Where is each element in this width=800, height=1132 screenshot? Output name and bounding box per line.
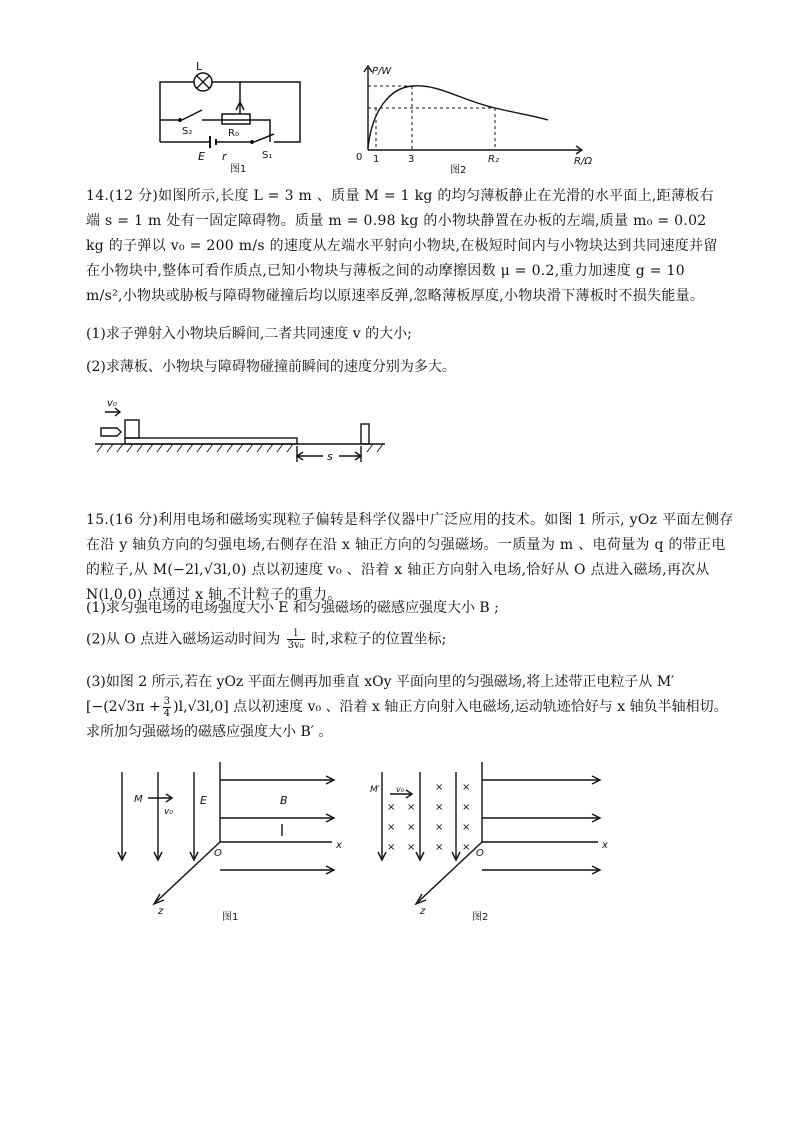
- problem-15-question-3: [86, 670, 736, 745]
- q3-fraction-numerator: 3: [163, 695, 171, 707]
- fig1-caption: 图1: [222, 912, 239, 923]
- q3-line-1: (3)如图 2 所示,若在 yOz 平面左侧再加垂直 xOy 平面向里的匀强磁场,将上述带正电粒子从 M′: [86, 674, 675, 690]
- cross-mark: ×: [435, 842, 444, 853]
- tick-r2-label: R₂: [488, 154, 499, 165]
- tick-1-label: 1: [373, 154, 380, 165]
- cross-mark: ×: [407, 822, 416, 833]
- emf-label: E: [198, 150, 205, 163]
- fig2-z-axis-label: z: [420, 906, 426, 917]
- fig1-z-axis-label: z: [158, 906, 164, 917]
- cross-mark: ×: [387, 802, 396, 813]
- field-figure-1: [110, 752, 350, 927]
- cross-mark: ×: [462, 842, 471, 853]
- q3-rest: 点以初速度 v₀ 、沿着 x 轴正方向射入电磁场,运动轨迹恰好与 x 轴负半轴相切。求所加匀强磁场的磁感应强度大小 B′ 。: [86, 699, 728, 740]
- y-axis-label: P/W: [372, 66, 392, 77]
- fig2-origin-label: O: [476, 848, 484, 859]
- plank-obstacle-figure: [95, 392, 395, 472]
- cross-mark: ×: [462, 802, 471, 813]
- cross-mark: ×: [407, 802, 416, 813]
- cross-mark: ×: [435, 802, 444, 813]
- cross-mark: ×: [387, 822, 396, 833]
- q2-fraction-denominator: 3v₀: [287, 640, 304, 651]
- q3-coordinate-after: )l,√3l,0]: [173, 699, 229, 715]
- rheostat-label: R₀: [228, 128, 239, 139]
- fig1-v0-label: v₀: [164, 807, 173, 817]
- tick-3-label: 3: [408, 154, 415, 165]
- fig1-point-m-label: M: [134, 794, 143, 805]
- problem-14-question-2: (2)求薄板、小物块与障碍物碰撞前瞬间的速度分别为多大。: [86, 359, 456, 375]
- q2-text-before: (2)从 O 点进入磁场运动时间为: [86, 631, 281, 648]
- switch1-label: S₁: [262, 150, 273, 161]
- q3-coordinate-before: [−(2√3π +: [86, 699, 161, 715]
- problem-15-question-2: [86, 628, 446, 651]
- cross-mark: ×: [435, 782, 444, 793]
- fig1-origin-label: O: [214, 848, 222, 859]
- power-resistance-graph: [350, 60, 610, 175]
- origin-label: 0: [356, 152, 363, 163]
- problem-14-question-1: (1)求子弹射入小物块后瞬间,二者共同速度 v 的大小;: [86, 326, 412, 342]
- graph-caption: 图2: [450, 165, 467, 176]
- fig1-x-axis-label: x: [336, 840, 342, 851]
- problem-15-question-1: (1)求匀强电场的电场强度大小 E 和匀强磁场的磁感应强度大小 B ;: [86, 600, 499, 616]
- distance-s-label: s: [327, 450, 333, 463]
- bullet-velocity-label: v₀: [107, 398, 117, 409]
- lamp-label: L: [196, 60, 203, 73]
- problem-15-text: 15.(16 分)利用电场和磁场实现粒子偏转是科学仪器中广泛应用的技术。如图 1 所示, yOz 平面左侧存在沿 y 轴负方向的匀强电场,右侧存在沿 x 轴正方向的匀强磁场。一质量为 m 、电荷量为 q 的带正电的粒子,从 M(−2l,√3l,0) 点以初速度 v₀ 、沿着 x 轴正方向射入电场,恰好从 O 点进入磁场,再次从 N(l,0,0) 点通过 x 轴,不计粒子的重力。: [86, 512, 734, 603]
- fig1-e-field-label: E: [200, 794, 207, 807]
- q3-coordinate-fraction: [163, 696, 171, 719]
- fig2-point-m-prime-label: M′: [370, 785, 380, 795]
- cross-mark: ×: [387, 842, 396, 853]
- circuit-figure: [150, 60, 310, 175]
- cross-mark: ×: [462, 782, 471, 793]
- fig2-caption: 图2: [472, 912, 489, 923]
- problem-14-text: 14.(12 分)如图所示,长度 L = 3 m 、质量 M = 1 kg 的均匀薄板静止在光滑的水平面上,距薄板右端 s = 1 m 处有一固定障碍物。质量 m = 0.98 kg 的小物块静置在办板的左端,质量 m₀ = 0.02 kg 的子弹以 v₀ = 200 m/s 的速度从左端水平射向小物块,在极短时间内与小物块达到共同速度并留在小物块中,整体可看作质点,已知小物块与薄板之间的动摩擦因数 μ = 0.2,重力加速度 g = 10 m/s²,小物块或胁板与障碍物碰撞后均以原速率反弹,忽略薄板厚度,小物块滑下薄板时不损失能量。: [86, 188, 718, 304]
- fig1-b-field-label: B: [280, 794, 288, 807]
- internal-resistance-label: r: [222, 150, 227, 163]
- cross-mark: ×: [407, 842, 416, 853]
- q2-text-after: 时,求粒子的位置坐标;: [311, 631, 447, 648]
- fig2-x-axis-label: x: [602, 840, 608, 851]
- cross-mark: ×: [435, 822, 444, 833]
- fig2-v0-label: v₀: [396, 785, 404, 794]
- q2-time-fraction: [287, 628, 305, 651]
- q2-fraction-numerator: l: [287, 628, 305, 640]
- field-figure-2: [362, 752, 612, 927]
- circuit-caption: 图1: [230, 164, 247, 175]
- x-axis-label: R/Ω: [574, 156, 592, 167]
- cross-mark: ×: [462, 822, 471, 833]
- switch2-label: S₂: [182, 126, 193, 137]
- q3-fraction-denominator: 4: [163, 707, 171, 719]
